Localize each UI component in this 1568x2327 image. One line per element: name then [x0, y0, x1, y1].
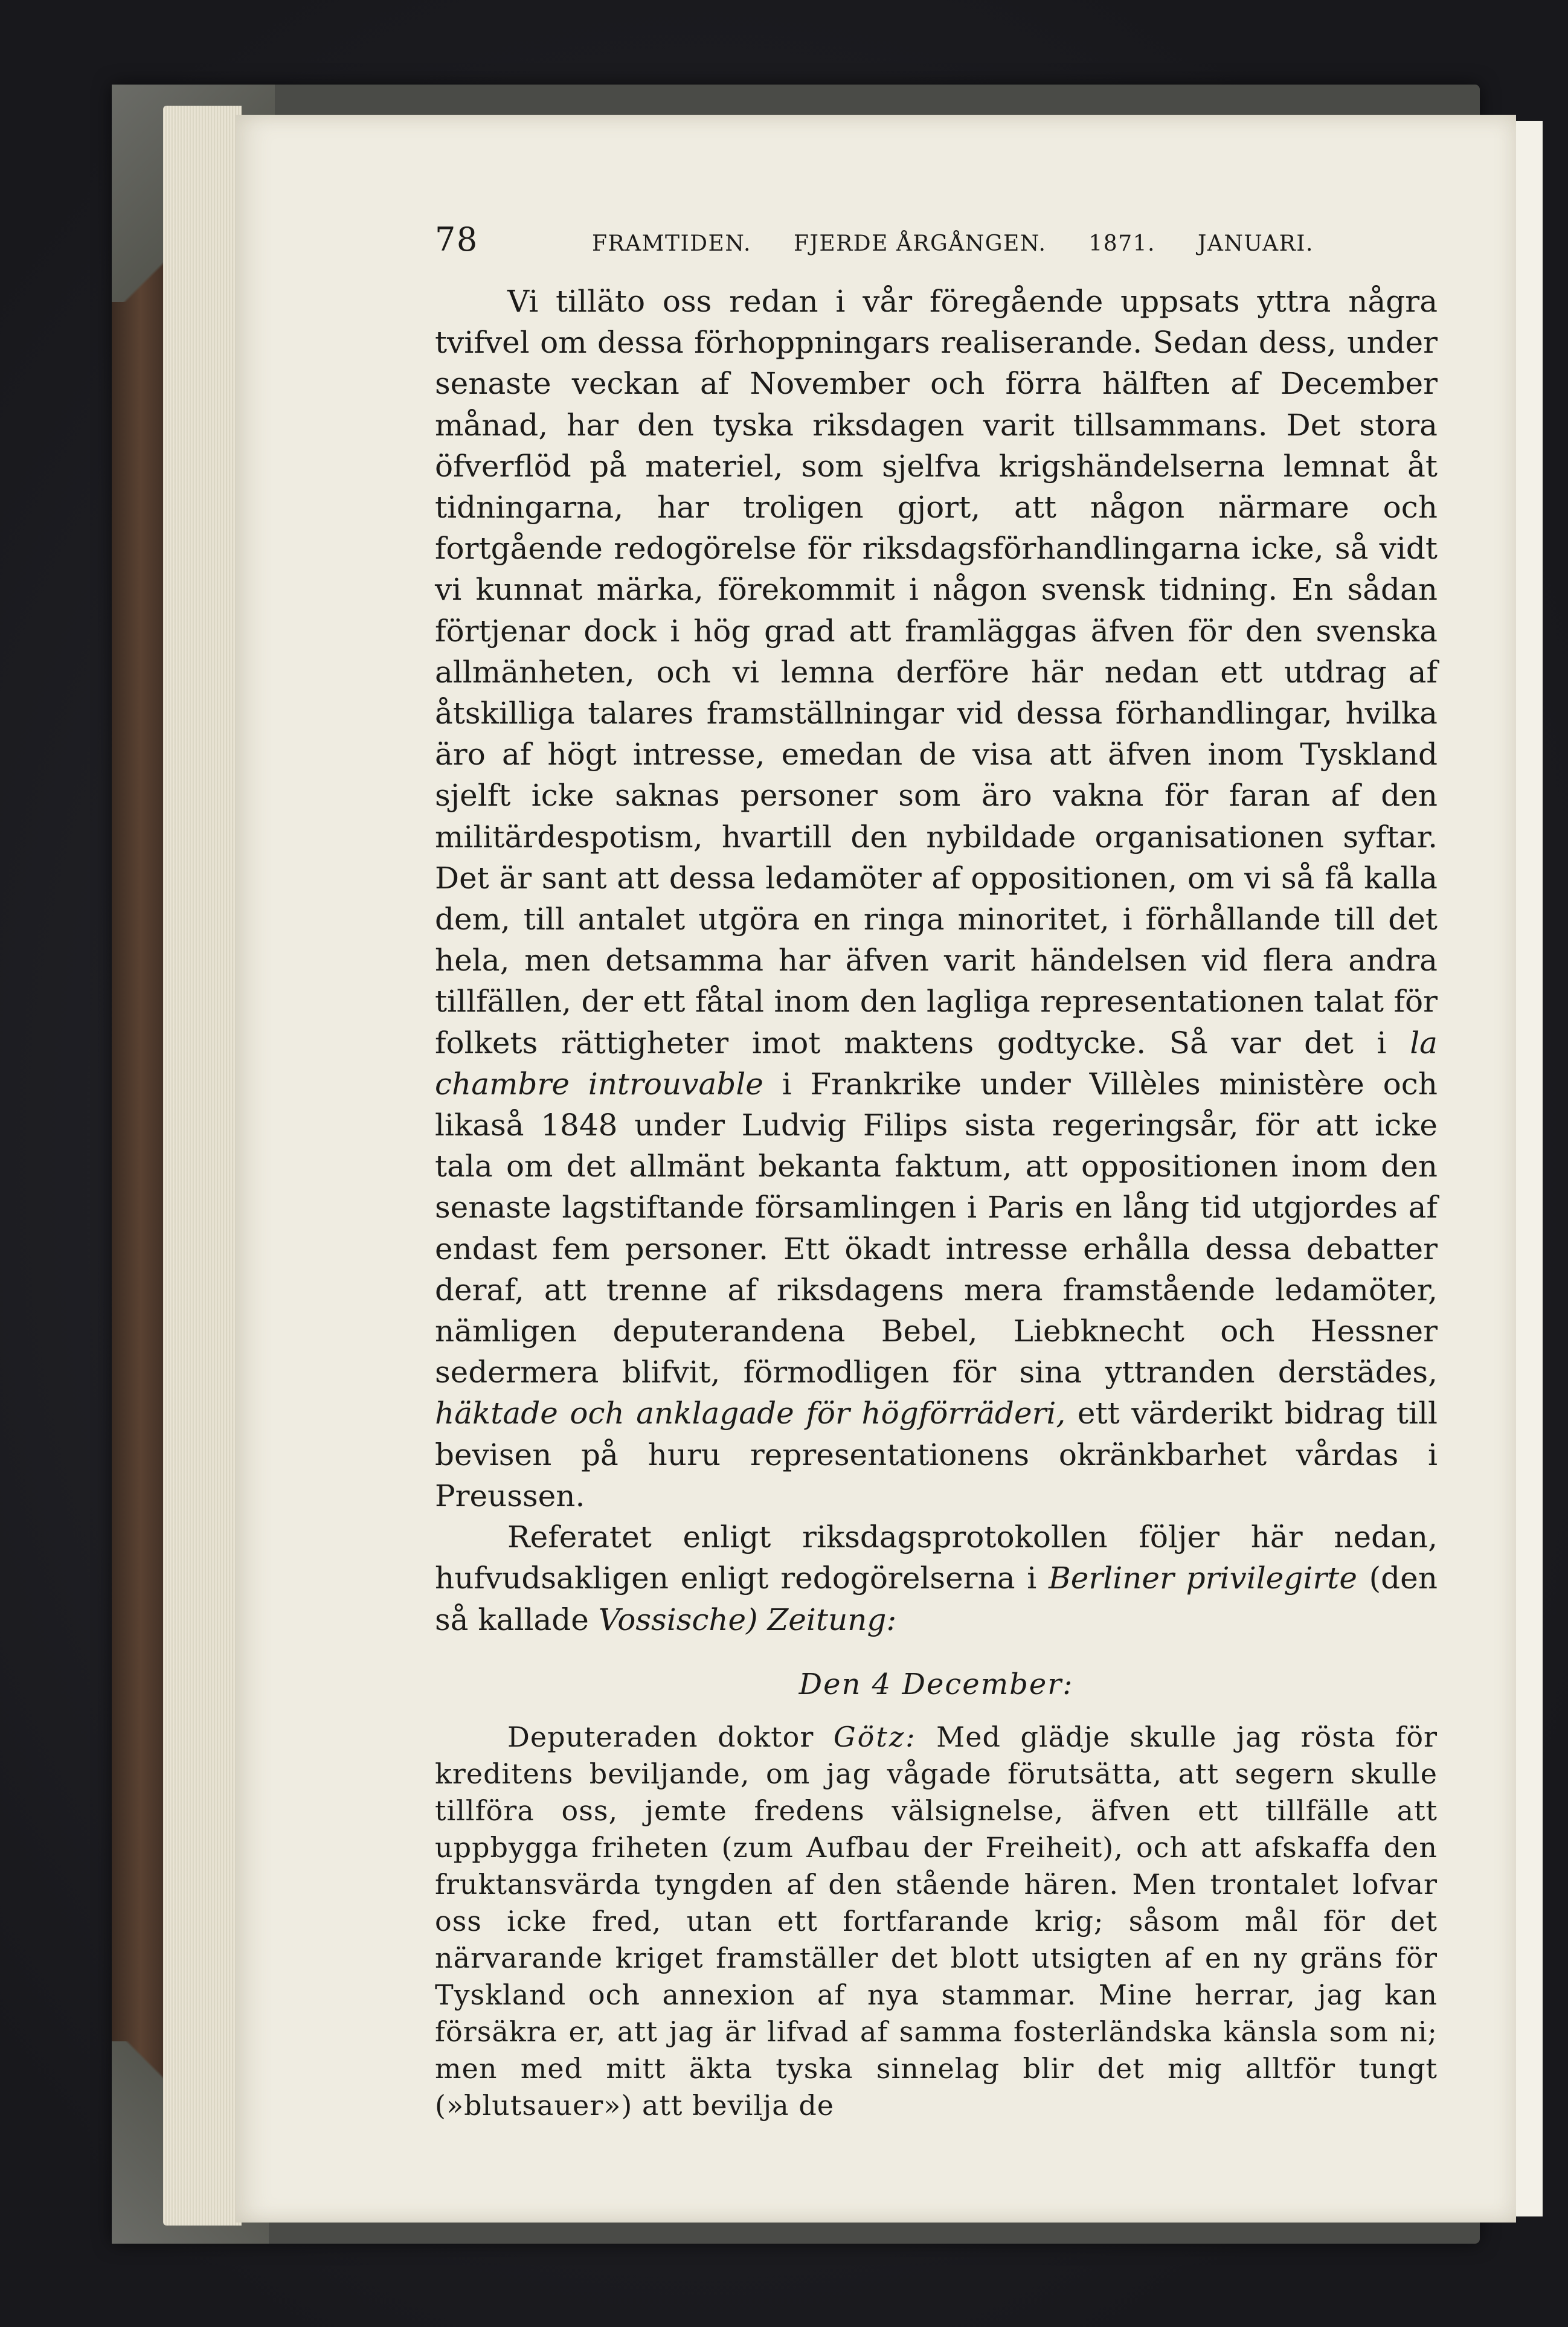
volume-label: FJERDE ÅRGÅNGEN.	[793, 231, 1047, 256]
journal-title: FRAMTIDEN.	[592, 231, 751, 256]
book-spine-leather	[112, 85, 169, 2244]
next-page-edge	[1513, 121, 1543, 2216]
paragraph-2-text: Referatet enligt riksdagsprotokollen följer här nedan, hufvudsakligen enligt redogörelserna i	[435, 1520, 1438, 1596]
speaker-name: Götz:	[833, 1720, 917, 1753]
paragraph-3	[435, 1719, 1438, 2124]
paragraph-2-middle: (den så kallade	[435, 1561, 1438, 1637]
running-head	[435, 220, 1438, 264]
page-text	[435, 220, 1438, 2124]
paragraph-1-end: ett värderikt bidrag till bevisen på huru representationens okränkbarhet vårdas i Preussen.	[435, 1396, 1438, 1513]
paragraph-1-text: Vi tilläto oss redan i vår föregående uppsats yttra några tvifvel om dessa förhoppningars realiserande. Sedan dess, under senaste veckan af November och förra hälften af December månad, har den tyska riksdagen varit tillsammans. Det stora öfverflöd på materiel, som sjelfva krigshändelserna lemnat åt tidningarna, har troligen gjort, att någon närmare och fortgående redogörelse för riksdagsförhandlingarna icke, så vidt vi kunnat märka, förekommit i någon svensk tidning. En sådan förtjenar dock i hög grad att framläggas äfven för den svenska allmänheten, och vi lemna derföre här nedan ett utdrag af åtskilliga talares framställningar vid dessa förhandlingar, hvilka äro af högt intresse, emedan de visa att äfven inom Tyskland sjelft icke saknas personer som äro vakna för faran af den militärdespotism, hvartill den nybildade organisationen syftar. Det är sant att dessa ledamöter af oppositionen, om vi så få kalla dem, till antalet utgöra en ringa minoritet, i förhållande till det hela, men detsamma har äfven varit händelsen vid flera andra tillfällen, der ett fåtal inom den lagliga representationen talat för folkets rättigheter imot maktens godtycke. Så var det i	[435, 284, 1438, 1061]
paragraph-1	[435, 281, 1438, 1517]
paragraph-3-start: Deputeraden doktor	[507, 1720, 814, 1753]
page-edges	[163, 106, 242, 2226]
italic-phrase: Vossische) Zeitung:	[598, 1602, 897, 1637]
year-label: 1871.	[1088, 231, 1155, 256]
page-number: 78	[435, 220, 478, 258]
italic-phrase: la chambre introuvable	[435, 1025, 1438, 1102]
paragraph-2	[435, 1517, 1438, 1640]
italic-phrase: häktade och anklagade för högförräderi,	[435, 1396, 1066, 1431]
paragraph-3-text: Med glädje skulle jag rösta för kreditens beviljande, om jag vågade förutsätta, att segern skulle tillföra oss, jemte fredens välsignelse, äfven ett tillfälle att uppbygga friheten (zum Aufbau der Freiheit), och att afskaffa den fruktansvärda tyngden af den stående hären. Men trontalet lofvar oss icke fred, utan ett fortfarande krig; såsom mål för det närvarande kriget framställer det blott utsigten af en ny gräns för Tyskland och annexion af nya stammar. Mine herrar, jag kan försäkra er, att jag är lifvad af samma fosterländska känsla som ni; men med mitt äkta tyska sinnelag blir det mig alltför tungt (»blutsauer») att bevilja de	[435, 1720, 1438, 2122]
month-label: JANUARI.	[1197, 231, 1314, 256]
italic-phrase: Berliner privilegirte	[1049, 1561, 1357, 1596]
section-heading: Den 4 December:	[798, 1667, 1074, 1701]
paragraph-1-continued: i Frankrike under Villèles ministère och likaså 1848 under Ludvig Filips sista regeringsår, för att icke tala om det allmänt bekanta faktum, att oppositionen inom den senaste lagstiftande församlingen i Paris en lång tid utgjordes af endast fem personer. Ett ökadt intresse erhålla dessa debatter deraf, att trenne af riksdagens mera framstående ledamöter, nämligen deputerandena Bebel, Liebknecht och Hessner sedermera blifvit, förmodligen för sina yttranden derstädes,	[435, 1066, 1438, 1390]
